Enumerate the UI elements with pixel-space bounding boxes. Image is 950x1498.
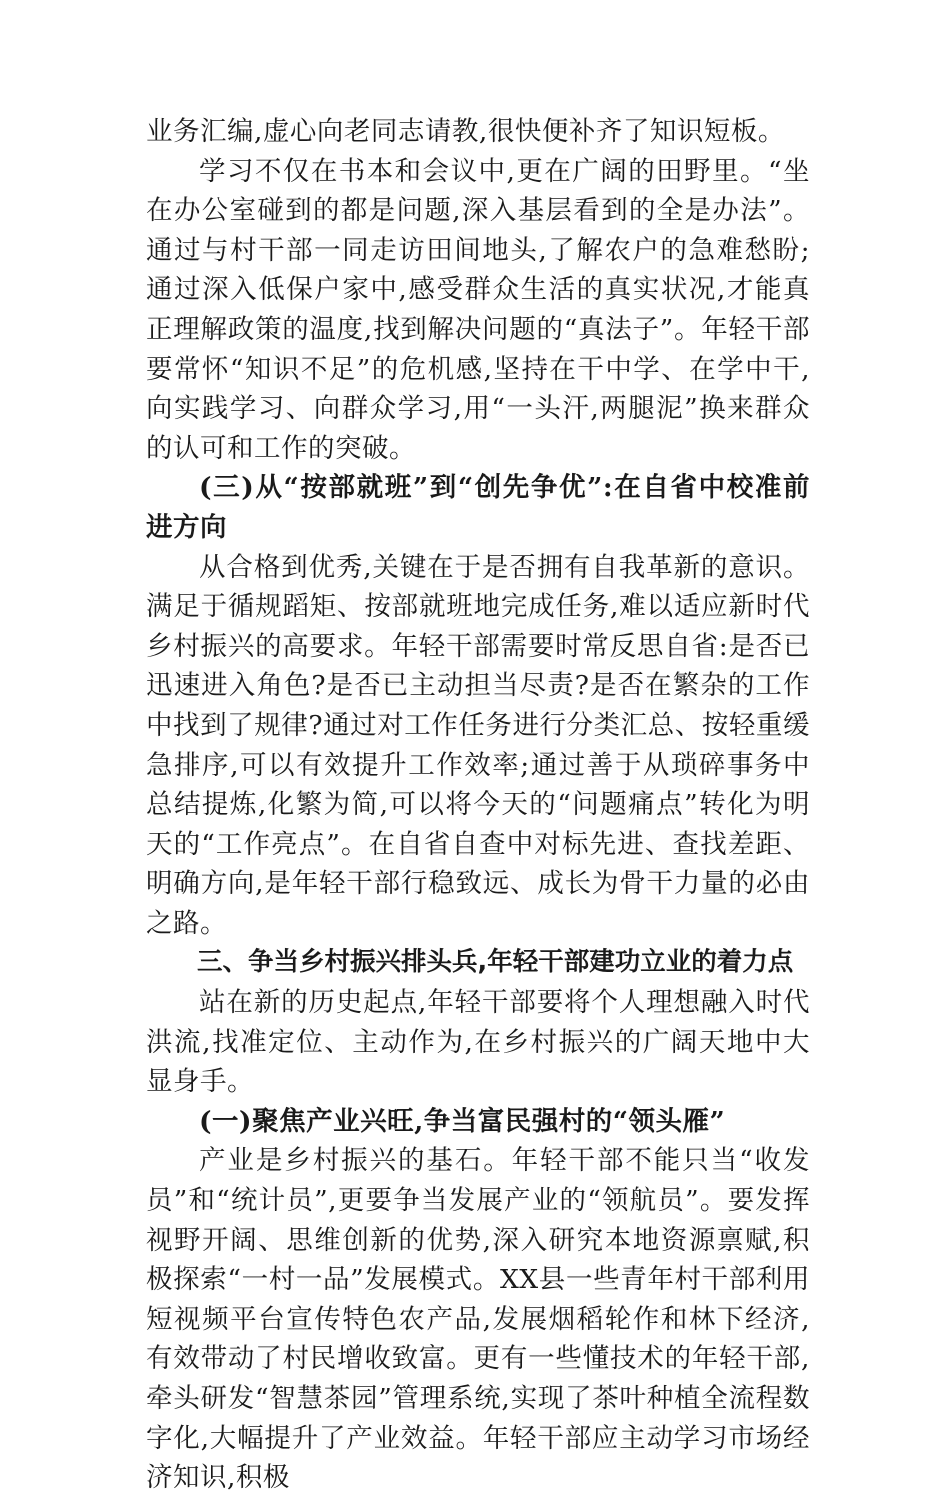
subheading-three: (三)从“按部就班”到“创先争优”:在自省中校准前进方向 (146, 472, 810, 543)
paragraph-learning-in-fields: 学习不仅在书本和会议中,更在广阔的田野里。“坐在办公室碰到的都是问题,深入基层看到的全是办法”。通过与村干部一同走访田间地头,了解农户的急难愁盼;通过深入低保户家中,感受群众生活的真实状况,才能真正理解政策的温度,找到解决问题的“真法子”。年轻干部要常怀“知识不足”的危机感,坚持在干中学、在学中干,向实践学习、向群众学习,用“一头汗,两腿泥”换来群众的认可和工作的突破。 (146, 155, 810, 464)
subheading-one: (一)聚焦产业兴旺,争当富民强村的“领头雁” (199, 1105, 726, 1137)
paragraph-continuation: 业务汇编,虚心向老同志请教,很快便补齐了知识短板。 (146, 116, 785, 147)
paragraph-industry: 产业是乡村振兴的基石。年轻干部不能只当“收发员”和“统计员”,更要争当发展产业的“领航员”。要发挥视野开阔、思维创新的优势,深入研究本地资源禀赋,积极探索“一村一品”发展模式。XX县一些青年村干部利用短视频平台宣传特色农产品,发展烟稻轮作和林下经济,有效带动了村民增收致富。更有一些懂技术的年轻干部,牵头研发“智慧茶园”管理系统,实现了茶叶种植全流程数字化,大幅提升了产业效益。年轻干部应主动学习市场经济知识,积极 (146, 1145, 810, 1494)
document-page (146, 112, 810, 1498)
paragraph-new-starting-point: 站在新的历史起点,年轻干部要将个人理想融入时代洪流,找准定位、主动作为,在乡村振兴的广阔天地中大显身手。 (146, 987, 810, 1098)
paragraph-self-reflection: 从合格到优秀,关键在于是否拥有自我革新的意识。满足于循规蹈矩、按部就班地完成任务,难以适应新时代乡村振兴的高要求。年轻干部需要时常反思自省:是否已迅速进入角色?是否已主动担当尽责?是否在繁杂的工作中找到了规律?通过对工作任务进行分类汇总、按轻重缓急排序,可以有效提升工作效率;通过善于从琐碎事务中总结提炼,化繁为简,可以将今天的“问题痛点”转化为明天的“工作亮点”。在自省自查中对标先进、查找差距、明确方向,是年轻干部行稳致远、成长为骨干力量的必由之路。 (146, 551, 810, 939)
section-heading-three: 三、争当乡村振兴排头兵,年轻干部建功立业的着力点 (197, 947, 794, 978)
